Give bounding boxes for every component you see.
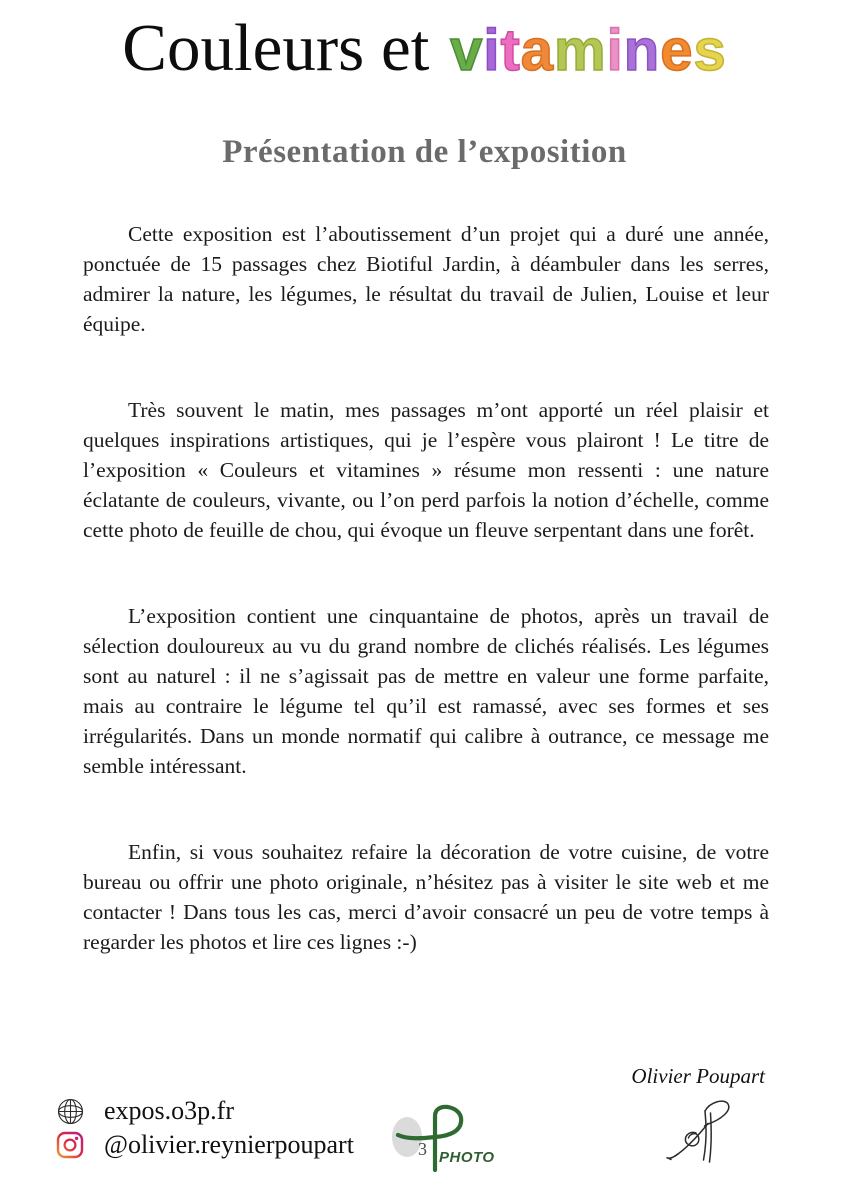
instagram-icon [56,1131,84,1159]
paragraph: Très souvent le matin, mes passages m’ont apporté un réel plaisir et quelques inspirations artistiques, qui je l’espère vous plairont ! Le titre de l’exposition « Couleurs et vitamines » résume mon ressenti : une nature éclatante de couleurs, vivante, ou l’on perd parfois la notion d’échelle, comme cette photo de feuille de chou, qui évoque un fleuve serpentant dans une forêt. [83,398,769,542]
body-text [83,219,769,1013]
instagram-row[interactable] [56,1130,354,1160]
author-name: Olivier Poupart [631,1064,765,1088]
logo-word: PHOTO [439,1149,495,1166]
title-space [433,11,450,85]
title-colored-word: vitamines [450,18,727,83]
title-serif-part: Couleurs et [122,11,430,85]
paragraph: L’exposition contient une cinquantaine de photos, après un travail de sélection douloureux au vu du grand nombre de clichés réalisés. Les légumes sont au naturel : il ne s’agissait pas de mettre en valeur une forme parfaite, mais au contraire le légume tel qu’il est ramassé, avec ses formes et ses irrégularités. Dans un monde normatif qui calibre à outrance, ce message me semble intéressant. [83,604,769,778]
logo-number: 3 [418,1139,427,1159]
website-url[interactable]: expos.o3p.fr [104,1096,234,1125]
website-row[interactable] [56,1096,234,1126]
page-title [0,10,849,87]
paragraph: Enfin, si vous souhaitez refaire la décoration de votre cuisine, de votre bureau ou offrir une photo originale, n’hésitez pas à visiter le site web et me contacter ! Dans tous les cas, merci d’avoir consacré un peu de votre temps à regarder les photos et lire ces lignes :-) [83,840,769,954]
section-heading: Présentation de l’exposition [222,134,627,170]
o3p-photo-logo [392,1104,507,1179]
instagram-handle[interactable]: @olivier.reynierpoupart [104,1130,354,1159]
paragraph: Cette exposition est l’aboutissement d’un projet qui a duré une année, ponctuée de 15 passages chez Biotiful Jardin, à déambuler dans les serres, admirer la nature, les légumes, le résultat du travail de Julien, Louise et leur équipe. [83,222,769,336]
globe-icon [56,1097,84,1125]
handwritten-signature-icon [656,1096,751,1181]
